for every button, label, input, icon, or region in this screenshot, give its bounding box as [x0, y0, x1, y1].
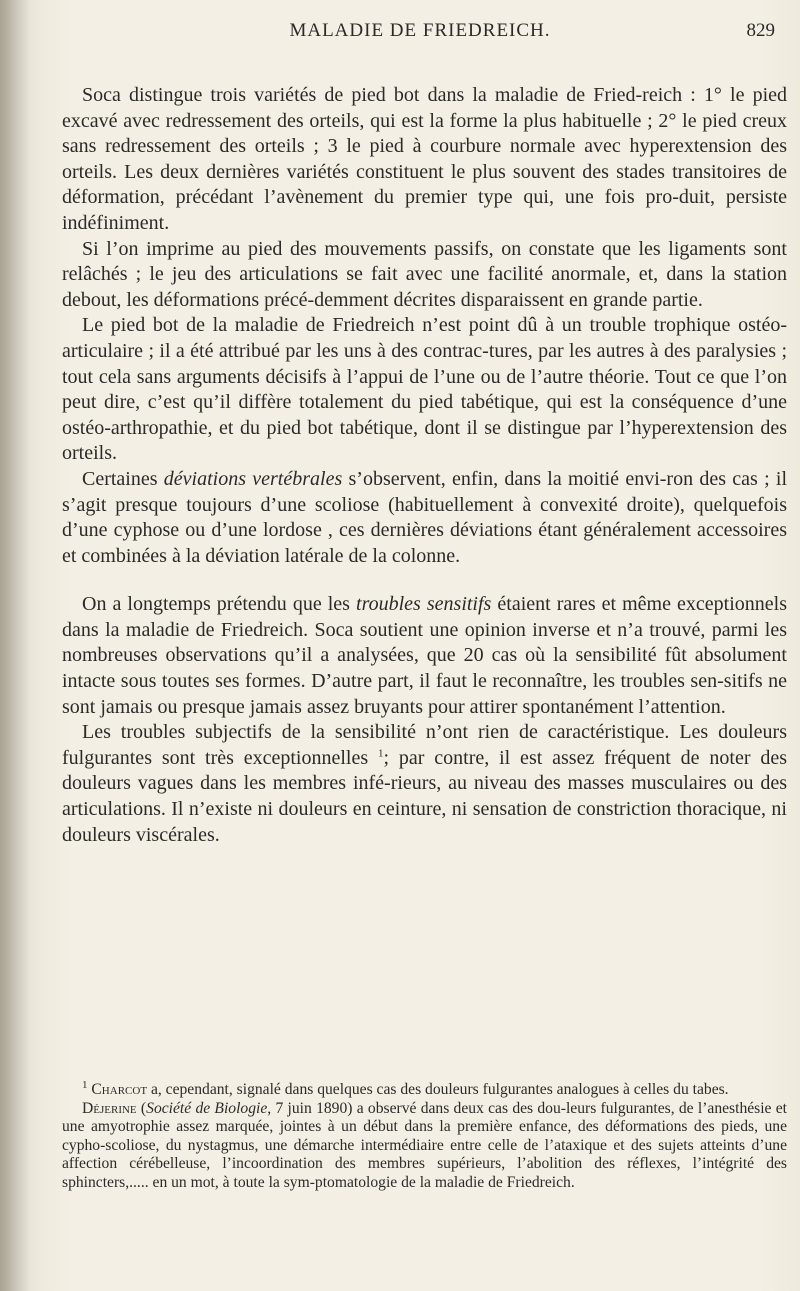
text-run: s’observent, enfin, dans la moitié envi-ron des cas ; il s’agit presque toujours d’une scoliose (habituellement à convexité droite), quelquefois d’une cyphose ou d’une lordose , ces dernières déviations étant généralement accessoires et combinées à la déviation latérale de la colonne.: [62, 467, 788, 567]
paragraph: [62, 83, 787, 237]
footnotes: [62, 1078, 788, 1193]
paragraph: [62, 313, 787, 467]
page-header: [60, 20, 780, 50]
paragraph: [62, 592, 787, 720]
text-run: Soca distingue trois variétés de pied bot dans la maladie de Fried-reich : 1° le pied excavé avec redressement des orteils, qui est la forme la plus habituelle ; 2° le pied creux sans redressement des orteils ; 3 le pied à courbure normale avec hyperextension des orteils. Les deux dernières variétés constituent le plus souvent des stades transitoires de déformation, précédant l’avènement du premier type qui, une fois pro-duit, persiste indéfiniment.: [62, 84, 787, 234]
italic-term: Société de Biologie: [146, 1099, 268, 1117]
text-run: Si l’on imprime au pied des mouvements passifs, on constate que les ligaments sont relâchés ; le jeu des articulations se fait avec une facilité anormale, et, dans la station debout, les déformations précé-demment décrites disparaissent en grande partie.: [62, 237, 787, 311]
author-name: Déjerine: [82, 1099, 137, 1117]
body-text: [62, 83, 787, 848]
italic-term: troubles sensitifs: [356, 593, 492, 616]
text-run: Le pied bot de la maladie de Friedreich n’est point dû à un trouble trophique ostéo-articulaire ; il a été attribué par les uns à des contrac-tures, par les autres à des paralysies ; tout cela sans arguments décisifs à l’appui de l’une ou de l’autre théorie. Tout ce que l’on peut dire, c’est qu’il diffère totalement du pied tabétique, qui est la conséquence d’une ostéo-arthropathie, et du pied bot tabétique, dont il se distingue par l’hyperextension des orteils.: [62, 314, 787, 465]
paragraph: [62, 237, 787, 314]
footnote: [62, 1100, 787, 1193]
spine-shadow: [0, 0, 30, 1291]
text-run: , 7 juin 1890) a observé dans deux cas des dou-leurs fulgurantes, de l’anesthésie et une amyotrophie assez marquée, jointes à un début dans la première enfance, des déformations des pieds, une cypho-scoliose, du nystagmus, une démarche intermédiaire entre celle de l’ataxique et des sujets atteints d’une affection cérébelleuse, l’incoordination des membres supérieurs, l’abolition des réflexes, l’intégrité des sphincters,..... en un mot, à toute la sym-ptomatologie de la maladie de Friedreich.: [62, 1099, 788, 1191]
text-run: (: [136, 1099, 147, 1117]
text-run: Certaines: [82, 467, 164, 490]
paragraph-gap: [62, 569, 787, 592]
running-title: MALADIE DE FRIEDREICH.: [289, 20, 551, 41]
page-number: 829: [746, 20, 775, 41]
text-run: Les troubles subjectifs de la sensibilité n’ont rien de caractéristique. Les douleurs fulgurantes sont très exceptionnelles: [62, 721, 787, 769]
text-run: étaient rares et même exceptionnels dans la maladie de Friedreich. Soca soutient une opinion inverse et n’a trouvé, parmi les nombreuses observations qu’il a analysées, que 20 cas où la sensibilité fût absolument intacte sous toutes ses formes. D’autre part, il faut le reconnaître, les troubles sen-sitifs ne sont jamais ou presque jamais assez bruyants pour attirer spontanément l’attention.: [62, 593, 788, 718]
footnote-marker: 1: [82, 1078, 88, 1091]
author-name: Charcot: [91, 1081, 148, 1098]
footnote: [62, 1078, 787, 1100]
paragraph: [62, 720, 787, 848]
text-run: ; par contre, il est assez fréquent de noter des douleurs vagues dans les membres infé-rieurs, au niveau des masses musculaires ou des articulations. Il n’existe ni douleurs en ceinture, ni sensation de constriction thoracique, ni douleurs viscérales.: [62, 746, 787, 846]
footnote-marker: 1: [377, 747, 384, 760]
text-run: a, cependant, signalé dans quelques cas des douleurs fulgurantes analogues à celles du tabes.: [147, 1081, 729, 1098]
text-run: On a longtemps prétendu que les: [82, 593, 357, 616]
paragraph: [62, 467, 787, 569]
italic-term: déviations vertébrales: [163, 467, 343, 490]
